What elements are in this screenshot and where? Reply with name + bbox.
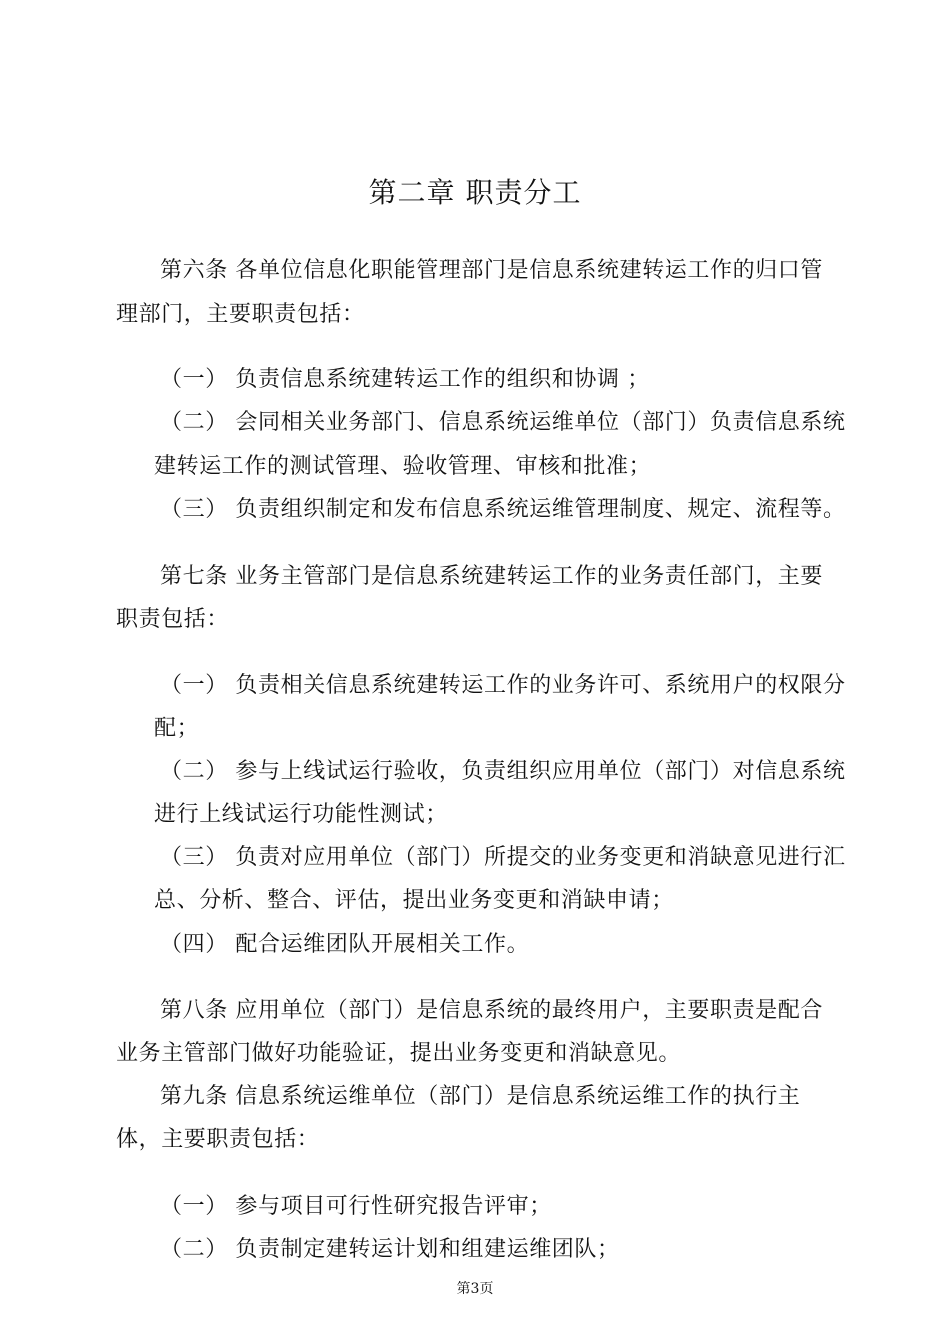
- article-6-line-1: 第六条 各单位信息化职能管理部门是信息系统建转运工作的归口管: [160, 258, 823, 283]
- article-9-item-1: （一） 参与项目可行性研究报告评审；: [160, 1194, 552, 1219]
- article-7-item-2-line-1: （二） 参与上线试运行验收，负责组织应用单位（部门）对信息系统: [160, 759, 846, 784]
- page-number: 第3页: [456, 1281, 494, 1297]
- article-8-line-2: 业务主管部门做好功能验证，提出业务变更和消缺意见。: [116, 1041, 682, 1066]
- article-7-item-3-line-2: 总、分析、整合、评估，提出业务变更和消缺申请；: [154, 888, 674, 913]
- article-7-item-3-line-1: （三） 负责对应用单位（部门）所提交的业务变更和消缺意见进行汇: [160, 845, 846, 870]
- article-7-line-1: 第七条 业务主管部门是信息系统建转运工作的业务责任部门，主要: [160, 564, 823, 589]
- article-6-item-2-line-2: 建转运工作的测试管理、验收管理、审核和批准；: [154, 454, 652, 479]
- article-7-item-4: （四） 配合运维团队开展相关工作。: [160, 932, 530, 957]
- article-9-item-2: （二） 负责制定建转运计划和组建运维团队；: [160, 1237, 620, 1262]
- article-7-line-2: 职责包括：: [116, 607, 230, 632]
- article-6-item-3: （三） 负责组织制定和发布信息系统运维管理制度、规定、流程等。: [160, 497, 846, 522]
- chapter-title: 第二章 职责分工: [368, 176, 582, 209]
- article-6-item-1: （一） 负责信息系统建转运工作的组织和协调 ；: [160, 367, 650, 392]
- article-9-line-1: 第九条 信息系统运维单位（部门）是信息系统运维工作的执行主: [160, 1084, 801, 1109]
- article-7-item-1-line-2: 配；: [154, 716, 200, 741]
- article-7-item-2-line-2: 进行上线试运行功能性测试；: [154, 802, 448, 827]
- article-7-item-1-line-1: （一） 负责相关信息系统建转运工作的业务许可、系统用户的权限分: [160, 673, 846, 698]
- article-6-line-2: 理部门，主要职责包括：: [116, 302, 365, 327]
- article-8-line-1: 第八条 应用单位（部门）是信息系统的最终用户，主要职责是配合: [160, 998, 823, 1023]
- article-6-item-2-line-1: （二） 会同相关业务部门、信息系统运维单位（部门）负责信息系统: [160, 410, 846, 435]
- article-9-line-2: 体，主要职责包括：: [116, 1127, 320, 1152]
